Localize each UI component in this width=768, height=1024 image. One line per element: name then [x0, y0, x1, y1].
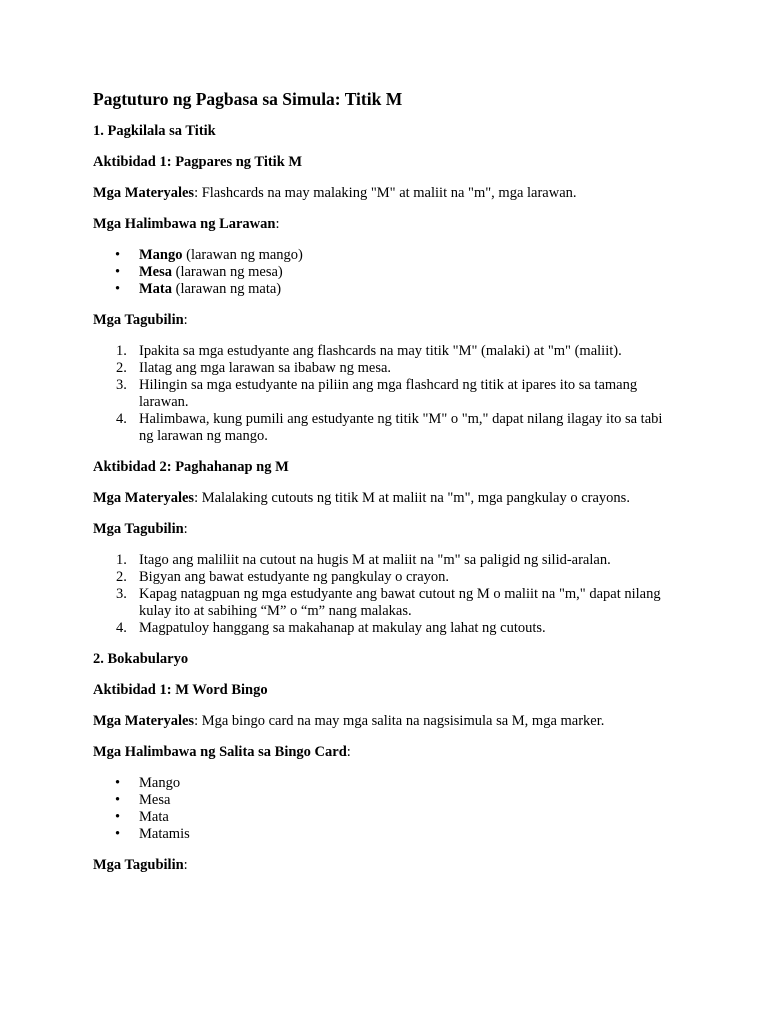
materials-label: Mga Materyales — [93, 185, 195, 201]
bullet-icon: • — [115, 247, 121, 263]
list-item — [93, 809, 678, 826]
list-item — [93, 586, 678, 620]
example-word: Mango — [139, 247, 183, 263]
list-number: 1. — [116, 552, 127, 568]
colon: : — [183, 312, 188, 328]
example-description: (larawan ng mesa) — [172, 264, 283, 280]
list-number: 1. — [116, 343, 127, 359]
instruction-text: Bigyan ang bawat estudyante ng pangkulay o crayon. — [139, 569, 450, 585]
list-item — [93, 264, 678, 281]
activity-1-instructions-heading — [93, 312, 678, 329]
activity-1-heading: Aktibidad 1: Pagpares ng Titik M — [93, 154, 303, 170]
list-item — [93, 281, 678, 298]
instruction-text: Magpatuloy hanggang sa makahanap at makulay ang lahat ng cutouts. — [139, 620, 546, 636]
list-item — [93, 792, 678, 809]
section-2-heading: 2. Bokabularyo — [93, 651, 189, 667]
bingo-activity-heading: Aktibidad 1: M Word Bingo — [93, 682, 268, 698]
activity-1-materials — [93, 185, 678, 202]
instructions-label: Mga Tagubilin — [93, 312, 184, 328]
examples-label: Mga Halimbawa ng Salita sa Bingo Card — [93, 744, 347, 760]
instruction-text: Ilatag ang mga larawan sa ibabaw ng mesa. — [139, 360, 392, 376]
section-1-heading: 1. Pagkilala sa Titik — [93, 123, 216, 139]
colon: : — [183, 521, 188, 537]
bingo-materials — [93, 713, 678, 730]
list-item — [93, 775, 678, 792]
materials-text: : Mga bingo card na may mga salita na nagsisimula sa M, mga marker. — [194, 713, 605, 729]
list-item — [93, 343, 678, 360]
bingo-word: Mango — [139, 775, 181, 791]
list-number: 3. — [116, 586, 127, 602]
list-item — [93, 569, 678, 586]
list-item — [93, 620, 678, 637]
bullet-icon: • — [115, 264, 121, 280]
list-item — [93, 247, 678, 264]
activity-2-materials — [93, 490, 678, 507]
example-word: Mata — [139, 281, 173, 297]
instructions-label: Mga Tagubilin — [93, 521, 184, 537]
bullet-icon: • — [115, 809, 121, 825]
bingo-instructions-heading — [93, 857, 678, 874]
materials-text: : Flashcards na may malaking "M" at maliit na "m", mga larawan. — [194, 185, 577, 201]
instructions-label: Mga Tagubilin — [93, 857, 184, 873]
instruction-text: Halimbawa, kung pumili ang estudyante ng titik "M" o "m," dapat nilang ilagay ito sa tabi ng larawan ng mango. — [139, 411, 663, 444]
activity-2-instructions-heading — [93, 521, 678, 538]
instruction-text: Hilingin sa mga estudyante na piliin ang mga flashcard ng titik at ipares ito sa tamang larawan. — [139, 377, 638, 410]
instruction-text: Ipakita sa mga estudyante ang flashcards na may titik "M" (malaki) at "m" (maliit). — [139, 343, 622, 359]
activity-2-heading: Aktibidad 2: Paghahanap ng M — [93, 459, 289, 475]
bingo-examples-heading — [93, 744, 678, 761]
activity-2-instructions-list — [93, 552, 678, 637]
document-title: Pagtuturo ng Pagbasa sa Simula: Titik M — [93, 89, 403, 109]
bullet-icon: • — [115, 775, 121, 791]
bingo-word: Matamis — [139, 826, 190, 842]
list-number: 3. — [116, 377, 127, 393]
activity-1-instructions-list — [93, 343, 678, 445]
examples-label: Mga Halimbawa ng Larawan — [93, 216, 276, 232]
bingo-word: Mesa — [139, 792, 171, 808]
materials-label: Mga Materyales — [93, 713, 195, 729]
bingo-examples-list — [93, 775, 678, 843]
colon: : — [346, 744, 351, 760]
list-number: 2. — [116, 569, 127, 585]
colon: : — [183, 857, 188, 873]
list-item — [93, 360, 678, 377]
list-number: 2. — [116, 360, 127, 376]
list-item — [93, 411, 678, 445]
list-number: 4. — [116, 411, 127, 427]
bingo-word: Mata — [139, 809, 169, 825]
bullet-icon: • — [115, 792, 121, 808]
activity-1-examples-list — [93, 247, 678, 298]
colon: : — [275, 216, 280, 232]
materials-text: : Malalaking cutouts ng titik M at maliit na "m", mga pangkulay o crayons. — [194, 490, 630, 506]
example-description: (larawan ng mata) — [172, 281, 282, 297]
bullet-icon: • — [115, 826, 121, 842]
list-item — [93, 826, 678, 843]
example-word: Mesa — [139, 264, 173, 280]
activity-1-examples-heading — [93, 216, 678, 233]
bullet-icon: • — [115, 281, 121, 297]
instruction-text: Kapag natagpuan ng mga estudyante ang bawat cutout ng M o maliit na "m," dapat nilang kulay ito at sabihing “M” o “m” nang malakas. — [139, 586, 661, 619]
list-item — [93, 552, 678, 569]
list-number: 4. — [116, 620, 127, 636]
example-description: (larawan ng mango) — [182, 247, 303, 263]
instruction-text: Itago ang maliliit na cutout na hugis M at maliit na "m" sa paligid ng silid-aralan. — [139, 552, 611, 568]
list-item — [93, 377, 678, 411]
materials-label: Mga Materyales — [93, 490, 195, 506]
